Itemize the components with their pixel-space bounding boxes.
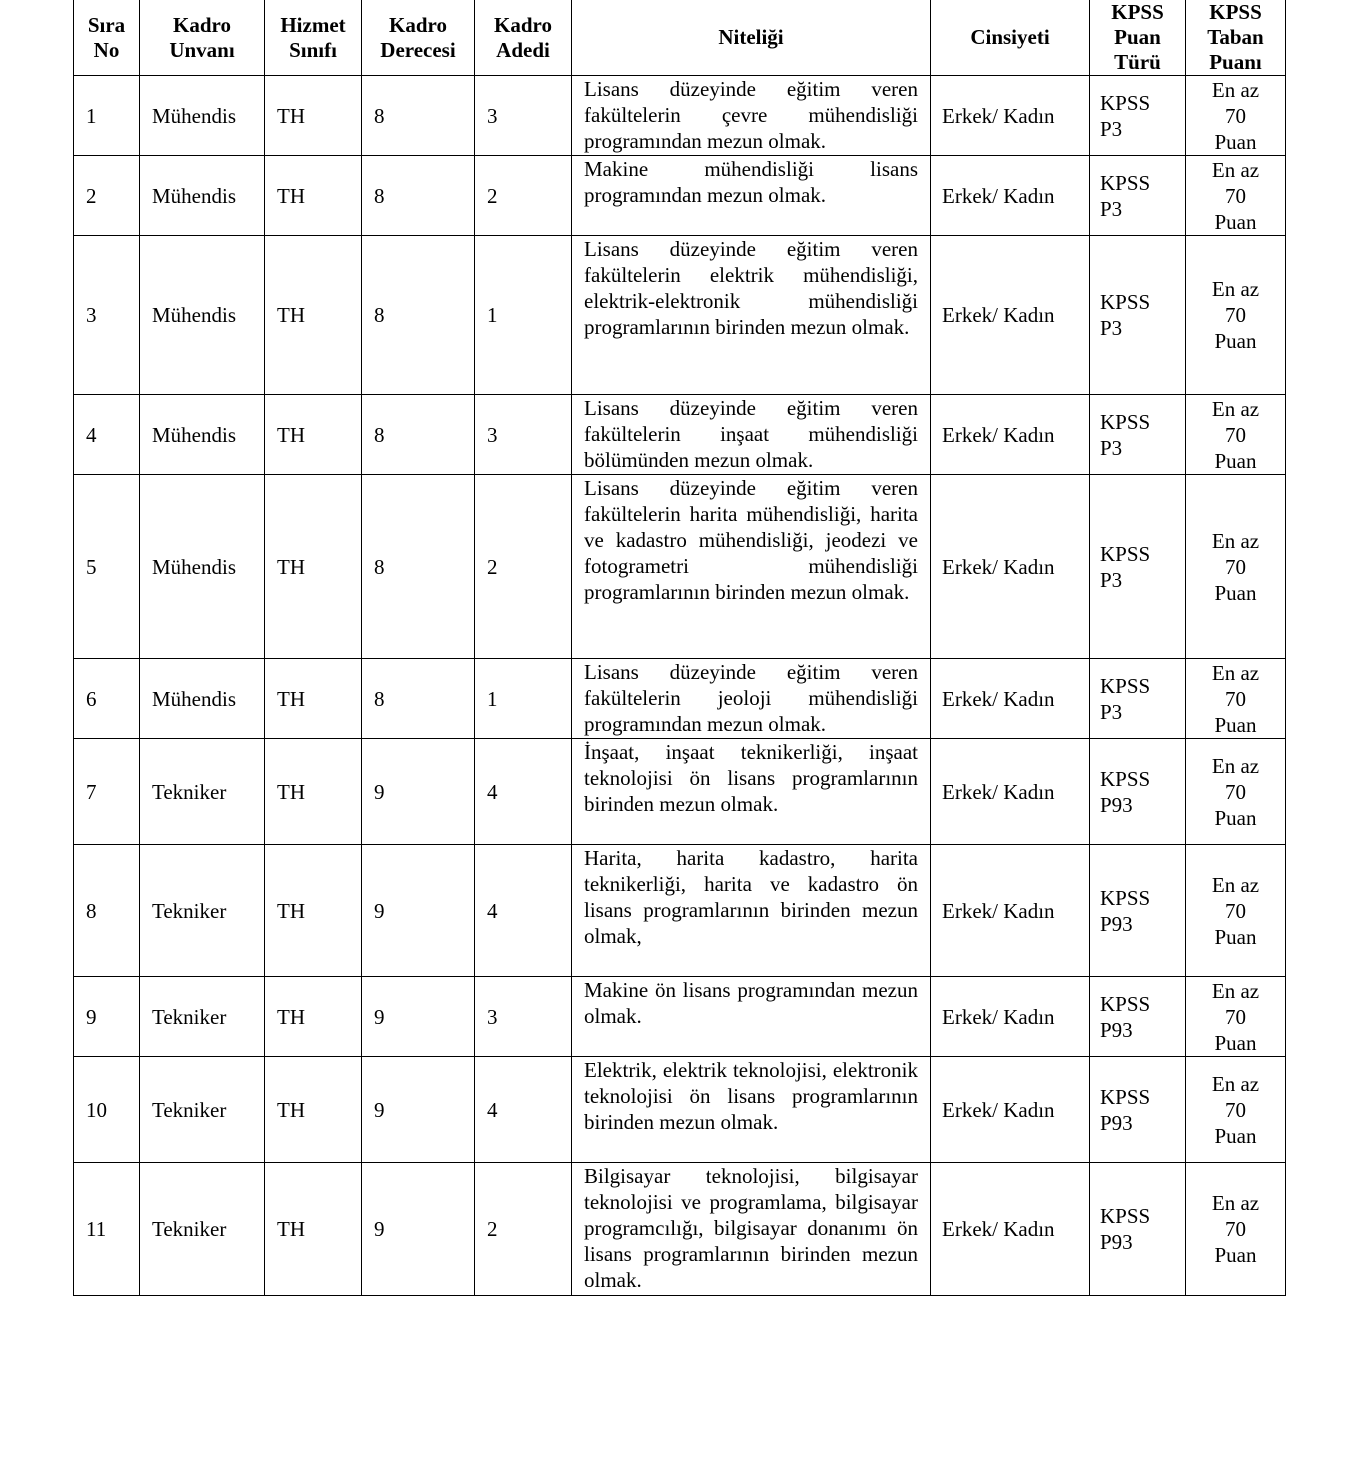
cell-kadro-derecesi: 9 — [362, 845, 475, 977]
cell-cinsiyeti: Erkek/ Kadın — [931, 1057, 1090, 1163]
table-row — [74, 76, 1286, 156]
cell-sira-no: 7 — [74, 739, 140, 845]
cell-kadro-derecesi: 8 — [362, 659, 475, 739]
cell-niteligi: Lisans düzeyinde eğitim veren fakültelerin jeoloji mühendisliği programından mezun olmak. — [572, 659, 931, 739]
cell-kadro-derecesi: 9 — [362, 739, 475, 845]
cell-cinsiyeti: Erkek/ Kadın — [931, 977, 1090, 1057]
cell-kadro-derecesi: 8 — [362, 236, 475, 395]
cell-kpss-puan-turu: KPSS P93 — [1090, 977, 1186, 1057]
cell-cinsiyeti: Erkek/ Kadın — [931, 395, 1090, 475]
cell-kpss-taban-puani: En az 70 Puan — [1186, 1057, 1286, 1163]
cell-kadro-unvani: Tekniker — [140, 1163, 265, 1296]
cell-sira-no: 9 — [74, 977, 140, 1057]
cell-kadro-unvani: Tekniker — [140, 977, 265, 1057]
cell-cinsiyeti: Erkek/ Kadın — [931, 1163, 1090, 1296]
header-kpss-taban-puani: KPSS Taban Puanı — [1186, 0, 1286, 76]
table-row — [74, 659, 1286, 739]
cell-kpss-puan-turu: KPSS P3 — [1090, 156, 1186, 236]
cell-kpss-taban-puani: En az 70 Puan — [1186, 156, 1286, 236]
cell-hizmet-sinifi: TH — [265, 1057, 362, 1163]
cell-kpss-puan-turu: KPSS P3 — [1090, 475, 1186, 659]
table-row — [74, 739, 1286, 845]
cell-kadro-adedi: 3 — [475, 977, 572, 1057]
cell-kadro-unvani: Mühendis — [140, 475, 265, 659]
header-kadro-adedi: Kadro Adedi — [475, 0, 572, 76]
cell-cinsiyeti: Erkek/ Kadın — [931, 739, 1090, 845]
cell-hizmet-sinifi: TH — [265, 395, 362, 475]
cell-hizmet-sinifi: TH — [265, 845, 362, 977]
cell-kadro-unvani: Tekniker — [140, 1057, 265, 1163]
cell-kpss-puan-turu: KPSS P93 — [1090, 739, 1186, 845]
cell-niteligi: Lisans düzeyinde eğitim veren fakültelerin inşaat mühendisliği bölümünden mezun olmak. — [572, 395, 931, 475]
cell-niteligi: Lisans düzeyinde eğitim veren fakültelerin harita mühendisliği, harita ve kadastro mühendisliği, jeodezi ve fotogrametri mühendisliği programlarının birinden mezun olmak. — [572, 475, 931, 659]
cell-sira-no: 10 — [74, 1057, 140, 1163]
cell-kadro-unvani: Tekniker — [140, 739, 265, 845]
cell-kadro-unvani: Mühendis — [140, 156, 265, 236]
cell-kadro-adedi: 3 — [475, 76, 572, 156]
cell-niteligi: Harita, harita kadastro, harita teknikerliği, harita ve kadastro ön lisans programlarının birinden mezun olmak, — [572, 845, 931, 977]
header-kadro-derecesi: Kadro Derecesi — [362, 0, 475, 76]
table-row — [74, 156, 1286, 236]
cell-kadro-derecesi: 9 — [362, 977, 475, 1057]
cell-kpss-puan-turu: KPSS P3 — [1090, 236, 1186, 395]
cell-kpss-puan-turu: KPSS P93 — [1090, 1057, 1186, 1163]
cell-kadro-derecesi: 8 — [362, 475, 475, 659]
cell-sira-no: 3 — [74, 236, 140, 395]
cell-sira-no: 1 — [74, 76, 140, 156]
table-row — [74, 845, 1286, 977]
cell-cinsiyeti: Erkek/ Kadın — [931, 475, 1090, 659]
cell-kadro-derecesi: 9 — [362, 1057, 475, 1163]
cell-kpss-taban-puani: En az 70 Puan — [1186, 977, 1286, 1057]
cell-niteligi: Bilgisayar teknolojisi, bilgisayar teknolojisi ve programlama, bilgisayar programcılığı, bilgisayar donanımı ön lisans programlarının birinden mezun olmak. — [572, 1163, 931, 1296]
cell-niteligi: İnşaat, inşaat teknikerliği, inşaat teknolojisi ön lisans programlarının birinden mezun olmak. — [572, 739, 931, 845]
cell-kadro-unvani: Mühendis — [140, 395, 265, 475]
cell-hizmet-sinifi: TH — [265, 156, 362, 236]
cell-kpss-puan-turu: KPSS P3 — [1090, 659, 1186, 739]
cell-kadro-adedi: 2 — [475, 1163, 572, 1296]
table-row — [74, 1057, 1286, 1163]
cell-kpss-puan-turu: KPSS P93 — [1090, 845, 1186, 977]
header-kpss-puan-turu: KPSS Puan Türü — [1090, 0, 1186, 76]
cell-kadro-derecesi: 8 — [362, 76, 475, 156]
cell-kpss-taban-puani: En az 70 Puan — [1186, 845, 1286, 977]
header-cinsiyeti: Cinsiyeti — [931, 0, 1090, 76]
cell-kadro-derecesi: 9 — [362, 1163, 475, 1296]
cell-hizmet-sinifi: TH — [265, 475, 362, 659]
cell-cinsiyeti: Erkek/ Kadın — [931, 659, 1090, 739]
cell-kadro-unvani: Mühendis — [140, 76, 265, 156]
cell-sira-no: 5 — [74, 475, 140, 659]
cell-hizmet-sinifi: TH — [265, 1163, 362, 1296]
header-row — [74, 0, 1286, 76]
table-row — [74, 236, 1286, 395]
table-row — [74, 395, 1286, 475]
cell-kpss-taban-puani: En az 70 Puan — [1186, 1163, 1286, 1296]
cell-hizmet-sinifi: TH — [265, 76, 362, 156]
cell-hizmet-sinifi: TH — [265, 739, 362, 845]
cell-sira-no: 4 — [74, 395, 140, 475]
cell-niteligi: Elektrik, elektrik teknolojisi, elektronik teknolojisi ön lisans programlarının birinden mezun olmak. — [572, 1057, 931, 1163]
cell-sira-no: 8 — [74, 845, 140, 977]
cell-kadro-derecesi: 8 — [362, 395, 475, 475]
table-row — [74, 977, 1286, 1057]
cell-niteligi: Lisans düzeyinde eğitim veren fakültelerin elektrik mühendisliği, elektrik-elektronik mühendisliği programlarının birinden mezun olmak. — [572, 236, 931, 395]
cell-kadro-adedi: 2 — [475, 156, 572, 236]
cell-kadro-unvani: Mühendis — [140, 659, 265, 739]
cell-kpss-taban-puani: En az 70 Puan — [1186, 76, 1286, 156]
cell-kadro-unvani: Mühendis — [140, 236, 265, 395]
cell-niteligi: Lisans düzeyinde eğitim veren fakültelerin çevre mühendisliği programından mezun olmak. — [572, 76, 931, 156]
cell-niteligi: Makine ön lisans programından mezun olmak. — [572, 977, 931, 1057]
cell-hizmet-sinifi: TH — [265, 659, 362, 739]
cell-kpss-puan-turu: KPSS P3 — [1090, 395, 1186, 475]
cell-hizmet-sinifi: TH — [265, 236, 362, 395]
header-kadro-unvani: Kadro Unvanı — [140, 0, 265, 76]
table-row — [74, 1163, 1286, 1296]
cell-hizmet-sinifi: TH — [265, 977, 362, 1057]
cell-kpss-taban-puani: En az 70 Puan — [1186, 236, 1286, 395]
cell-cinsiyeti: Erkek/ Kadın — [931, 156, 1090, 236]
cell-kpss-puan-turu: KPSS P93 — [1090, 1163, 1186, 1296]
table-row — [74, 475, 1286, 659]
cell-niteligi: Makine mühendisliği lisans programından mezun olmak. — [572, 156, 931, 236]
cell-kpss-taban-puani: En az 70 Puan — [1186, 475, 1286, 659]
cell-sira-no: 6 — [74, 659, 140, 739]
header-sira-no: Sıra No — [74, 0, 140, 76]
cell-cinsiyeti: Erkek/ Kadın — [931, 845, 1090, 977]
kadro-table — [73, 0, 1286, 1296]
cell-kadro-adedi: 4 — [475, 739, 572, 845]
cell-kadro-derecesi: 8 — [362, 156, 475, 236]
cell-kpss-puan-turu: KPSS P3 — [1090, 76, 1186, 156]
cell-sira-no: 2 — [74, 156, 140, 236]
cell-kadro-adedi: 2 — [475, 475, 572, 659]
header-niteligi: Niteliği — [572, 0, 931, 76]
cell-cinsiyeti: Erkek/ Kadın — [931, 76, 1090, 156]
header-hizmet-sinifi: Hizmet Sınıfı — [265, 0, 362, 76]
cell-kadro-unvani: Tekniker — [140, 845, 265, 977]
cell-cinsiyeti: Erkek/ Kadın — [931, 236, 1090, 395]
cell-kadro-adedi: 3 — [475, 395, 572, 475]
cell-kadro-adedi: 1 — [475, 659, 572, 739]
cell-kpss-taban-puani: En az 70 Puan — [1186, 739, 1286, 845]
cell-kpss-taban-puani: En az 70 Puan — [1186, 659, 1286, 739]
cell-kadro-adedi: 1 — [475, 236, 572, 395]
cell-kadro-adedi: 4 — [475, 845, 572, 977]
cell-kpss-taban-puani: En az 70 Puan — [1186, 395, 1286, 475]
cell-kadro-adedi: 4 — [475, 1057, 572, 1163]
cell-sira-no: 11 — [74, 1163, 140, 1296]
